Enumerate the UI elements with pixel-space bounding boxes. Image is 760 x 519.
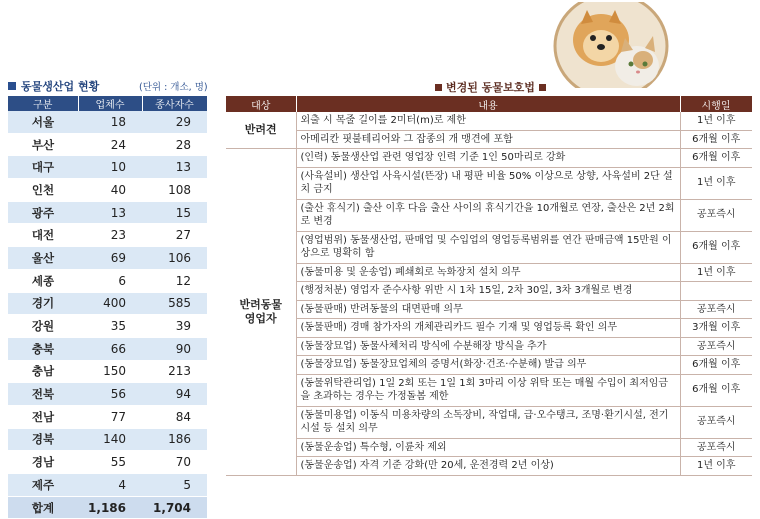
law-header-date: 시행일 xyxy=(680,96,752,112)
law-row xyxy=(226,374,752,406)
law-cell-content: (행정처분) 영업자 준수사항 위반 시 1차 15일, 2차 30일, 3차 3개월로 변경 xyxy=(296,282,680,301)
law-cell-content: (동물미용 및 운송업) 폐쇄회로 녹화장치 설치 의무 xyxy=(296,263,680,282)
law-cell-date: 1년 이후 xyxy=(680,167,752,199)
stats-cell-employees: 39 xyxy=(142,315,207,338)
stats-header-row xyxy=(8,96,207,111)
law-cell-content: 아메리칸 핏불테리어와 그 잡종의 개 맹견에 포함 xyxy=(296,130,680,149)
law-title xyxy=(431,79,550,95)
stats-cell-companies: 69 xyxy=(78,247,142,270)
stats-cell-companies: 35 xyxy=(78,315,142,338)
stats-cell-region: 서울 xyxy=(8,111,78,133)
square-bullet-icon xyxy=(435,84,442,91)
stats-cell-companies: 150 xyxy=(78,360,142,383)
law-cell-content: (영업범위) 동물생산업, 판매업 및 수입업의 영업등록범위를 연간 판매금액 15만원 이상으로 명확히 함 xyxy=(296,231,680,263)
law-row xyxy=(226,149,752,168)
stats-cell-employees: 29 xyxy=(142,111,207,133)
stats-table xyxy=(8,96,208,519)
law-cell-date: 공포즉시 xyxy=(680,199,752,231)
law-cell-date: 공포즉시 xyxy=(680,406,752,438)
stats-row xyxy=(8,156,207,179)
stats-header-employees: 종사자수 xyxy=(142,96,207,111)
stats-cell-companies: 55 xyxy=(78,451,142,474)
stats-unit: (단위 : 개소, 명) xyxy=(139,82,208,93)
law-row xyxy=(226,300,752,319)
law-cell-date: 1년 이후 xyxy=(680,457,752,476)
stats-cell-region: 경북 xyxy=(8,428,78,451)
stats-row xyxy=(8,315,207,338)
stats-cell-region: 제주 xyxy=(8,474,78,497)
law-cell-content: (동물운송업) 특수형, 이륜차 제외 xyxy=(296,438,680,457)
law-row xyxy=(226,112,752,130)
pet-photo xyxy=(553,2,669,88)
law-cell-date: 공포즉시 xyxy=(680,438,752,457)
law-cell-content: (동물장묘업) 동물장묘업체의 증명서(화장·건조·수분해) 발급 의무 xyxy=(296,356,680,375)
law-row xyxy=(226,319,752,338)
law-row xyxy=(226,282,752,301)
stats-row xyxy=(8,360,207,383)
stats-cell-companies: 56 xyxy=(78,383,142,406)
stats-cell-region: 경남 xyxy=(8,451,78,474)
stats-cell-companies: 6 xyxy=(78,269,142,292)
law-cell-content: (사육설비) 생산업 사육시설(뜬장) 내 평판 비율 50% 이상으로 상향, 사육설비 2단 설치 금지 xyxy=(296,167,680,199)
stats-row xyxy=(8,451,207,474)
stats-cell-region: 인천 xyxy=(8,179,78,202)
stats-title-text: 동물생산업 현황 xyxy=(21,80,100,93)
stats-cell-employees: 5 xyxy=(142,474,207,497)
law-cell-content: (동물미용업) 이동식 미용차량의 소독장비, 작업대, 급·오수탱크, 조명·환기시설, 전기시설 등 설치 의무 xyxy=(296,406,680,438)
stats-cell-employees: 585 xyxy=(142,292,207,315)
stats-cell-employees: 27 xyxy=(142,224,207,247)
stats-row xyxy=(8,201,207,224)
law-row xyxy=(226,337,752,356)
stats-cell-region: 대전 xyxy=(8,224,78,247)
law-cell-date: 공포즉시 xyxy=(680,337,752,356)
law-row xyxy=(226,199,752,231)
law-row xyxy=(226,406,752,438)
law-title-text: 변경된 동물보호법 xyxy=(446,81,535,94)
law-row xyxy=(226,263,752,282)
stats-row xyxy=(8,111,207,133)
stats-cell-region: 부산 xyxy=(8,133,78,156)
law-cell-content: (인력) 동물생산업 관련 영업장 인력 기준 1인 50마리로 강화 xyxy=(296,149,680,168)
law-cell-date: 3개월 이후 xyxy=(680,319,752,338)
stats-cell-region: 울산 xyxy=(8,247,78,270)
stats-cell-companies: 23 xyxy=(78,224,142,247)
law-cell-target: 반려견 xyxy=(226,112,296,149)
stats-cell-region: 대구 xyxy=(8,156,78,179)
stats-total-label: 합계 xyxy=(8,496,78,519)
law-cell-content: (동물장묘업) 동물사체처리 방식에 수분해장 방식을 추가 xyxy=(296,337,680,356)
stats-cell-employees: 84 xyxy=(142,405,207,428)
law-cell-date xyxy=(680,282,752,301)
stats-cell-companies: 24 xyxy=(78,133,142,156)
law-cell-date: 6개월 이후 xyxy=(680,130,752,149)
stats-total-companies: 1,186 xyxy=(78,496,142,519)
law-cell-target: 반려동물 영업자 xyxy=(226,149,296,476)
stats-cell-region: 충북 xyxy=(8,337,78,360)
law-cell-content: (동물위탁관리업) 1일 2회 또는 1일 1회 3마리 이상 위탁 또는 매월 수입이 최저임금을 초과하는 경우는 가정돌봄 제한 xyxy=(296,374,680,406)
stats-cell-region: 전남 xyxy=(8,405,78,428)
law-cell-date: 6개월 이후 xyxy=(680,356,752,375)
stats-row xyxy=(8,405,207,428)
stats-title xyxy=(8,78,99,94)
law-cell-content: (동물판매) 반려동물의 대면판매 의무 xyxy=(296,300,680,319)
stats-header-region: 구분 xyxy=(8,96,78,111)
stats-cell-companies: 18 xyxy=(78,111,142,133)
stats-row xyxy=(8,337,207,360)
stats-cell-region: 전북 xyxy=(8,383,78,406)
stats-cell-companies: 4 xyxy=(78,474,142,497)
law-cell-date: 1년 이후 xyxy=(680,263,752,282)
stats-cell-companies: 140 xyxy=(78,428,142,451)
stats-cell-employees: 90 xyxy=(142,337,207,360)
law-row xyxy=(226,130,752,149)
stats-cell-employees: 70 xyxy=(142,451,207,474)
law-row xyxy=(226,438,752,457)
stats-cell-companies: 13 xyxy=(78,201,142,224)
stats-cell-companies: 400 xyxy=(78,292,142,315)
stats-row xyxy=(8,269,207,292)
stats-cell-region: 경기 xyxy=(8,292,78,315)
stats-cell-companies: 66 xyxy=(78,337,142,360)
stats-cell-employees: 13 xyxy=(142,156,207,179)
stats-header-companies: 업체수 xyxy=(78,96,142,111)
stats-row xyxy=(8,383,207,406)
stats-cell-employees: 108 xyxy=(142,179,207,202)
stats-cell-region: 세종 xyxy=(8,269,78,292)
stats-cell-employees: 15 xyxy=(142,201,207,224)
stats-row xyxy=(8,474,207,497)
law-row xyxy=(226,356,752,375)
law-row xyxy=(226,457,752,476)
law-row xyxy=(226,167,752,199)
law-table xyxy=(226,96,753,476)
stats-cell-companies: 10 xyxy=(78,156,142,179)
stats-row xyxy=(8,428,207,451)
stats-total-row xyxy=(8,496,207,519)
stats-row xyxy=(8,247,207,270)
law-cell-date: 6개월 이후 xyxy=(680,231,752,263)
stats-cell-region: 광주 xyxy=(8,201,78,224)
stats-row xyxy=(8,179,207,202)
stats-cell-employees: 186 xyxy=(142,428,207,451)
stats-cell-employees: 28 xyxy=(142,133,207,156)
stats-cell-employees: 94 xyxy=(142,383,207,406)
law-header-row xyxy=(226,96,752,112)
stats-row xyxy=(8,224,207,247)
square-bullet-icon xyxy=(539,84,546,91)
law-cell-content: (동물판매) 경매 참가자의 개체관리카드 필수 기재 및 영업등록 확인 의무 xyxy=(296,319,680,338)
law-cell-date: 1년 이후 xyxy=(680,112,752,130)
stats-cell-employees: 213 xyxy=(142,360,207,383)
law-cell-content: 외출 시 목줄 길이를 2미터(m)로 제한 xyxy=(296,112,680,130)
law-cell-date: 공포즉시 xyxy=(680,300,752,319)
stats-row xyxy=(8,292,207,315)
stats-cell-companies: 77 xyxy=(78,405,142,428)
law-cell-content: (동물운송업) 자격 기준 강화(만 20세, 운전경력 2년 이상) xyxy=(296,457,680,476)
law-header-target: 대상 xyxy=(226,96,296,112)
stats-cell-region: 강원 xyxy=(8,315,78,338)
square-bullet-icon xyxy=(8,82,16,90)
law-row xyxy=(226,231,752,263)
law-cell-date: 6개월 이후 xyxy=(680,374,752,406)
law-cell-date: 6개월 이후 xyxy=(680,149,752,168)
stats-cell-employees: 12 xyxy=(142,269,207,292)
stats-total-employees: 1,704 xyxy=(142,496,207,519)
stats-row xyxy=(8,133,207,156)
law-header-content: 내용 xyxy=(296,96,680,112)
law-cell-content: (출산 휴식기) 출산 이후 다음 출산 사이의 휴식기간을 10개월로 연장, 출산은 2년 2회로 변경 xyxy=(296,199,680,231)
stats-cell-companies: 40 xyxy=(78,179,142,202)
stats-cell-employees: 106 xyxy=(142,247,207,270)
stats-cell-region: 충남 xyxy=(8,360,78,383)
